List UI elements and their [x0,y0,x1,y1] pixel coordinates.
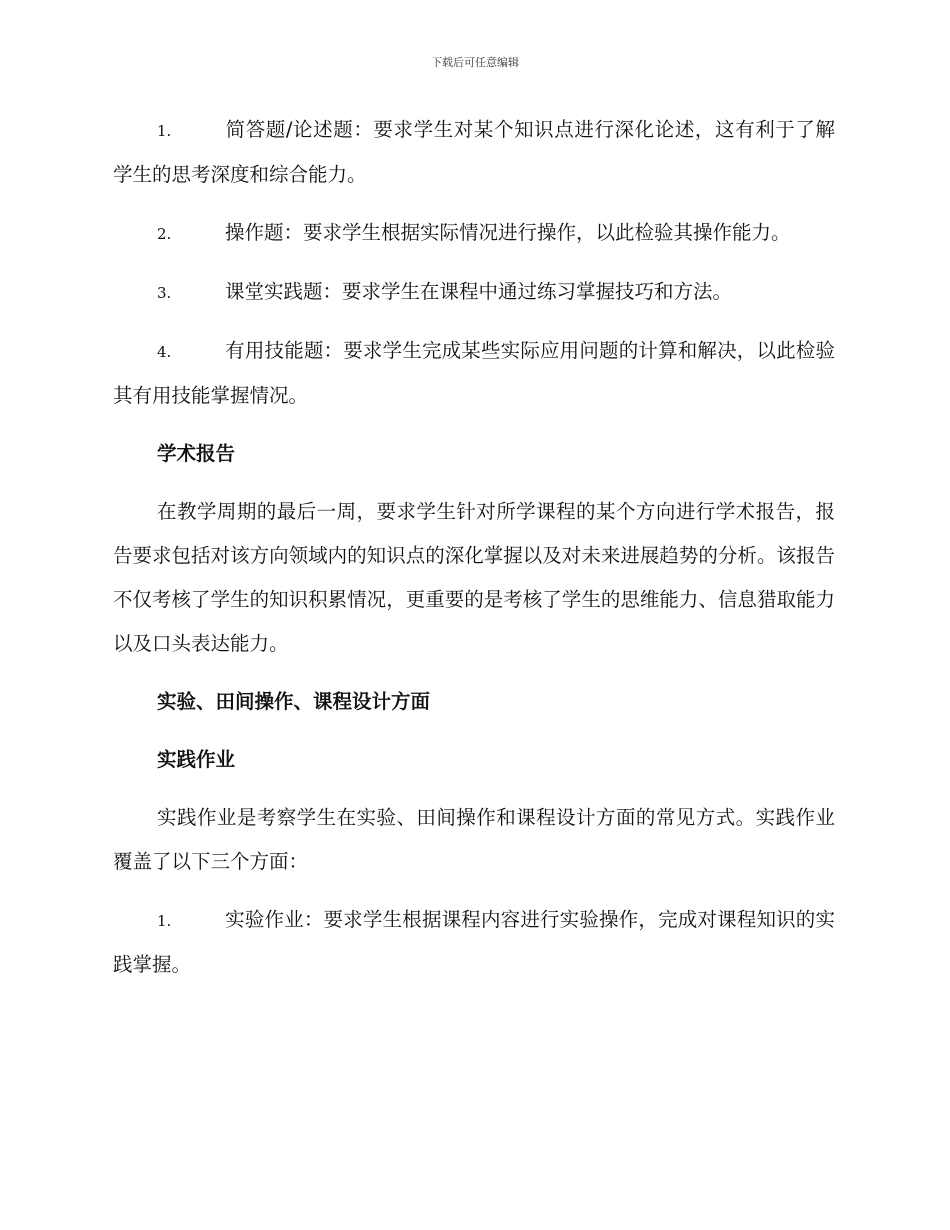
list-item [113,270,835,315]
list-item [113,211,835,256]
list-number: 2. [157,225,172,243]
page-header: 下载后可任意编辑 [431,56,519,69]
list-number: 4. [157,343,172,361]
list-item [113,898,835,987]
document-body [113,108,835,1001]
list-item-text: 操作题：要求学生根据实际情况进行操作，以此检验其操作能力。 [225,221,791,244]
paragraph-practice: 实践作业是考察学生在实验、田间操作和课程设计方面的常见方式。实践作业覆盖了以下三个方面： [113,806,835,873]
section-heading-experiment: 实验、田间操作、课程设计方面 [157,690,431,713]
list-item [113,329,835,418]
list-number: 3. [157,284,172,302]
list-number: 1. [157,912,172,930]
section-heading-report: 学术报告 [157,442,236,465]
section-heading-practice: 实践作业 [157,748,236,771]
paragraph-report: 在教学周期的最后一周，要求学生针对所学课程的某个方向进行学术报告，报告要求包括对该方向领域内的知识点的深化掌握以及对未来进展趋势的分析。该报告不仅考核了学生的知识积累情况，更重要的是考核了学生的思维能力、信息猎取能力以及口头表达能力。 [113,500,835,655]
list-item-text: 实验作业：要求学生根据课程内容进行实验操作，完成对课程知识的实践掌握。 [113,908,835,976]
list-item-text: 有用技能题：要求学生完成某些实际应用问题的计算和解决，以此检验其有用技能掌握情况。 [113,339,835,407]
list-item [113,108,835,197]
list-number: 1. [157,122,172,140]
list-item-text: 课堂实践题：要求学生在课程中通过练习掌握技巧和方法。 [225,280,733,303]
list-item-text: 简答题/论述题：要求学生对某个知识点进行深化论述，这有利于了解学生的思考深度和综合能力。 [113,118,835,186]
